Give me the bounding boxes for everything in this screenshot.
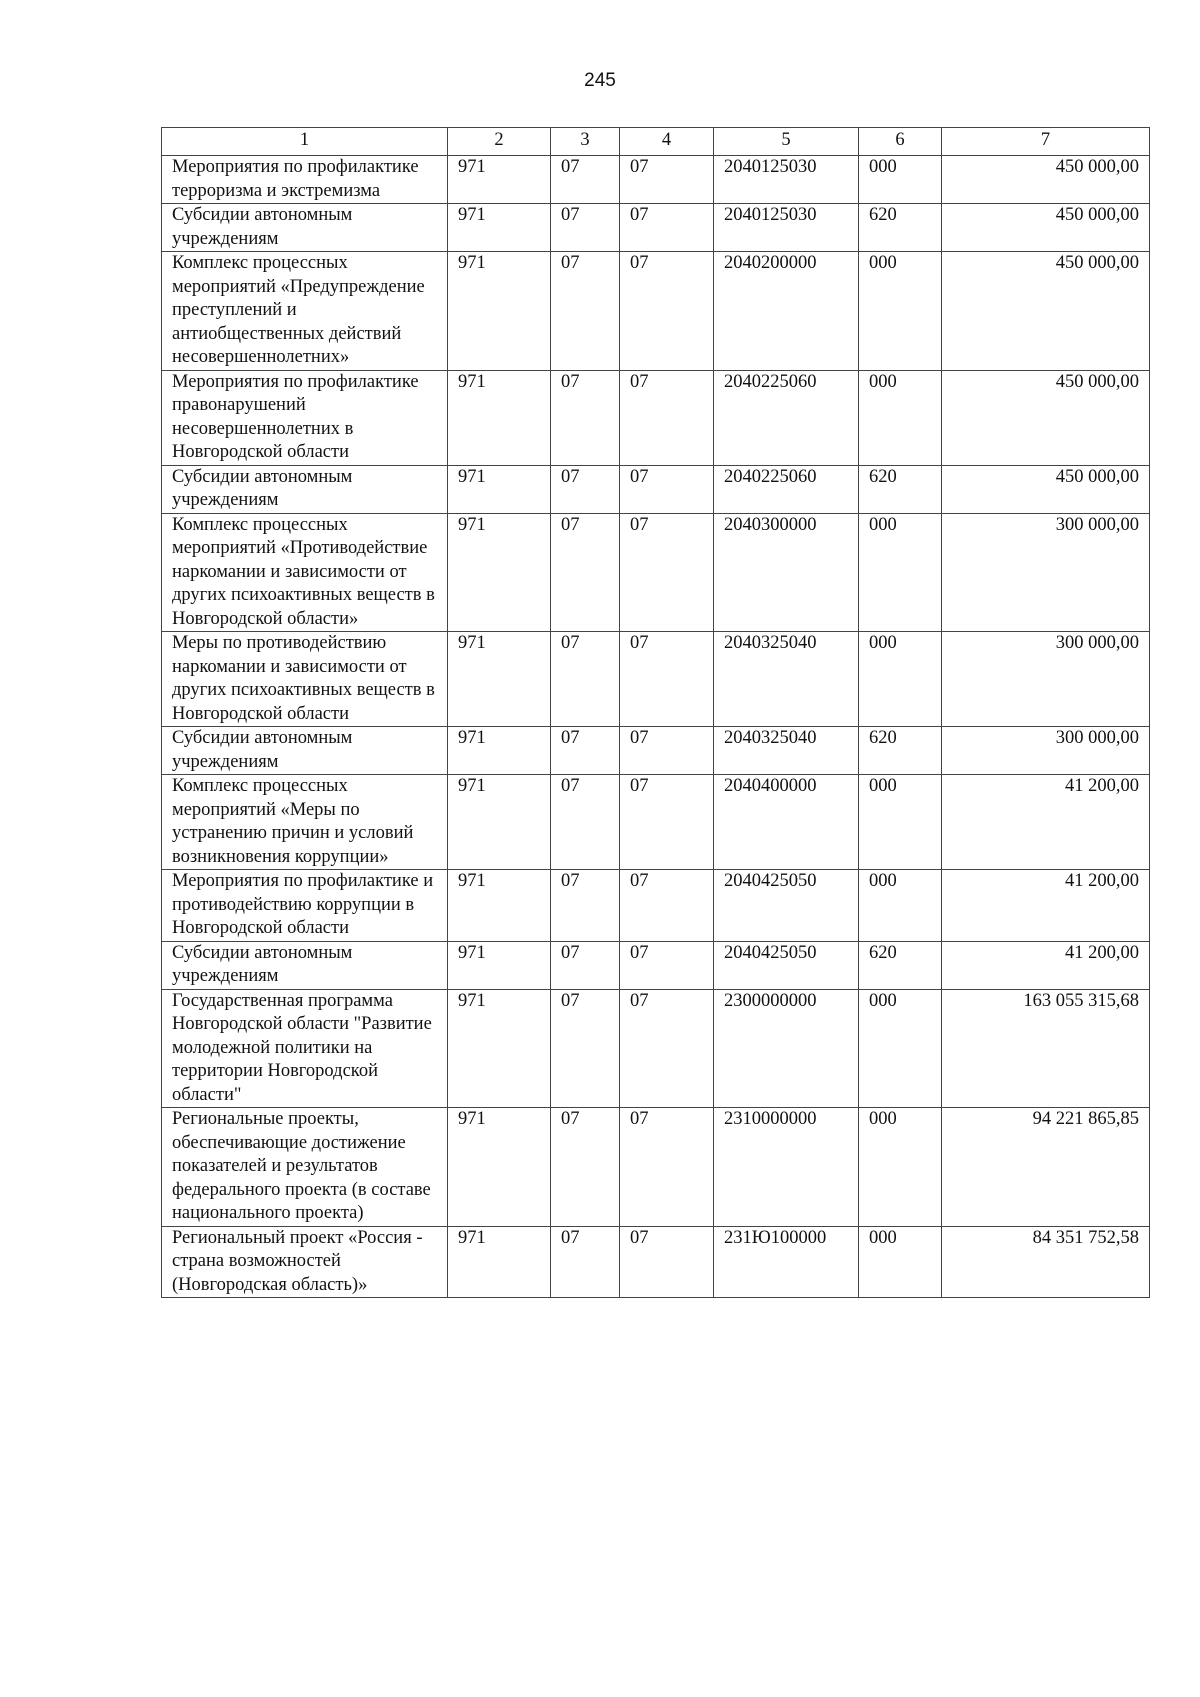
cell-name: Комплекс процессных мероприятий «Предупреждение преступлений и антиобщественных действий несовершеннолетних»	[162, 252, 448, 371]
cell-code: 971	[448, 513, 551, 632]
cell-amount: 41 200,00	[942, 775, 1150, 870]
table-row	[162, 941, 1150, 989]
table-row	[162, 727, 1150, 775]
column-header: 6	[859, 128, 942, 156]
cell-subsection: 07	[620, 727, 714, 775]
cell-subsection: 07	[620, 204, 714, 252]
cell-section: 07	[551, 370, 620, 465]
cell-name: Региональный проект «Россия - страна возможностей (Новгородская область)»	[162, 1226, 448, 1298]
cell-target-article: 2040425050	[714, 870, 859, 942]
cell-target-article: 2040125030	[714, 204, 859, 252]
cell-section: 07	[551, 1108, 620, 1227]
cell-name: Комплекс процессных мероприятий «Меры по устранению причин и условий возникновения коррупции»	[162, 775, 448, 870]
table-row	[162, 989, 1150, 1108]
cell-amount: 300 000,00	[942, 632, 1150, 727]
cell-expense-type: 000	[859, 370, 942, 465]
cell-name: Региональные проекты, обеспечивающие достижение показателей и результатов федерального проекта (в составе национального проекта)	[162, 1108, 448, 1227]
table-row	[162, 775, 1150, 870]
cell-code: 971	[448, 204, 551, 252]
cell-expense-type: 000	[859, 513, 942, 632]
cell-expense-type: 000	[859, 989, 942, 1108]
cell-section: 07	[551, 870, 620, 942]
cell-code: 971	[448, 370, 551, 465]
cell-code: 971	[448, 156, 551, 204]
table-row	[162, 870, 1150, 942]
budget-table	[161, 127, 1150, 1298]
cell-subsection: 07	[620, 156, 714, 204]
cell-target-article: 2040225060	[714, 465, 859, 513]
cell-name: Субсидии автономным учреждениям	[162, 727, 448, 775]
cell-code: 971	[448, 941, 551, 989]
table-row	[162, 1108, 1150, 1227]
cell-section: 07	[551, 727, 620, 775]
cell-code: 971	[448, 465, 551, 513]
cell-target-article: 2040225060	[714, 370, 859, 465]
cell-amount: 84 351 752,58	[942, 1226, 1150, 1298]
cell-section: 07	[551, 204, 620, 252]
cell-expense-type: 000	[859, 1108, 942, 1227]
cell-expense-type: 620	[859, 204, 942, 252]
cell-code: 971	[448, 727, 551, 775]
cell-amount: 450 000,00	[942, 252, 1150, 371]
cell-amount: 450 000,00	[942, 370, 1150, 465]
cell-name: Субсидии автономным учреждениям	[162, 941, 448, 989]
cell-subsection: 07	[620, 513, 714, 632]
cell-subsection: 07	[620, 870, 714, 942]
cell-subsection: 07	[620, 1226, 714, 1298]
table-row	[162, 204, 1150, 252]
cell-target-article: 2040400000	[714, 775, 859, 870]
cell-name: Мероприятия по профилактике и противодействию коррупции в Новгородской области	[162, 870, 448, 942]
column-header: 5	[714, 128, 859, 156]
cell-section: 07	[551, 513, 620, 632]
column-header: 1	[162, 128, 448, 156]
cell-name: Меры по противодействию наркомании и зависимости от других психоактивных веществ в Новгородской области	[162, 632, 448, 727]
cell-section: 07	[551, 941, 620, 989]
cell-code: 971	[448, 989, 551, 1108]
cell-name: Мероприятия по профилактике правонарушений несовершеннолетних в Новгородской области	[162, 370, 448, 465]
cell-amount: 94 221 865,85	[942, 1108, 1150, 1227]
cell-section: 07	[551, 775, 620, 870]
cell-name: Мероприятия по профилактике терроризма и экстремизма	[162, 156, 448, 204]
cell-target-article: 2040325040	[714, 727, 859, 775]
cell-target-article: 2040200000	[714, 252, 859, 371]
cell-target-article: 231Ю100000	[714, 1226, 859, 1298]
cell-expense-type: 620	[859, 941, 942, 989]
cell-amount: 300 000,00	[942, 513, 1150, 632]
cell-name: Субсидии автономным учреждениям	[162, 465, 448, 513]
table-row	[162, 252, 1150, 371]
cell-amount: 450 000,00	[942, 204, 1150, 252]
table-row	[162, 1226, 1150, 1298]
cell-subsection: 07	[620, 989, 714, 1108]
cell-amount: 300 000,00	[942, 727, 1150, 775]
cell-section: 07	[551, 989, 620, 1108]
cell-expense-type: 000	[859, 870, 942, 942]
cell-section: 07	[551, 252, 620, 371]
column-header: 2	[448, 128, 551, 156]
table-row	[162, 465, 1150, 513]
cell-code: 971	[448, 775, 551, 870]
cell-section: 07	[551, 156, 620, 204]
cell-section: 07	[551, 632, 620, 727]
cell-subsection: 07	[620, 465, 714, 513]
cell-subsection: 07	[620, 775, 714, 870]
cell-amount: 163 055 315,68	[942, 989, 1150, 1108]
cell-amount: 41 200,00	[942, 941, 1150, 989]
cell-subsection: 07	[620, 370, 714, 465]
cell-expense-type: 000	[859, 156, 942, 204]
cell-code: 971	[448, 870, 551, 942]
cell-expense-type: 000	[859, 1226, 942, 1298]
column-header: 3	[551, 128, 620, 156]
cell-expense-type: 000	[859, 252, 942, 371]
cell-amount: 41 200,00	[942, 870, 1150, 942]
cell-expense-type: 000	[859, 775, 942, 870]
cell-subsection: 07	[620, 252, 714, 371]
cell-name: Государственная программа Новгородской области "Развитие молодежной политики на территории Новгородской области"	[162, 989, 448, 1108]
cell-expense-type: 620	[859, 465, 942, 513]
cell-code: 971	[448, 252, 551, 371]
cell-target-article: 2040125030	[714, 156, 859, 204]
table-header-row	[162, 128, 1150, 156]
cell-target-article: 2040325040	[714, 632, 859, 727]
cell-code: 971	[448, 1226, 551, 1298]
cell-subsection: 07	[620, 1108, 714, 1227]
cell-expense-type: 620	[859, 727, 942, 775]
table-row	[162, 513, 1150, 632]
cell-subsection: 07	[620, 632, 714, 727]
column-header: 4	[620, 128, 714, 156]
cell-target-article: 2040425050	[714, 941, 859, 989]
table-row	[162, 632, 1150, 727]
cell-name: Комплекс процессных мероприятий «Противодействие наркомании и зависимости от других психоактивных веществ в Новгородской области»	[162, 513, 448, 632]
cell-subsection: 07	[620, 941, 714, 989]
cell-target-article: 2310000000	[714, 1108, 859, 1227]
cell-target-article: 2040300000	[714, 513, 859, 632]
cell-section: 07	[551, 465, 620, 513]
cell-name: Субсидии автономным учреждениям	[162, 204, 448, 252]
cell-amount: 450 000,00	[942, 465, 1150, 513]
column-header: 7	[942, 128, 1150, 156]
table-row	[162, 156, 1150, 204]
cell-section: 07	[551, 1226, 620, 1298]
cell-code: 971	[448, 1108, 551, 1227]
cell-target-article: 2300000000	[714, 989, 859, 1108]
cell-amount: 450 000,00	[942, 156, 1150, 204]
table-row	[162, 370, 1150, 465]
cell-expense-type: 000	[859, 632, 942, 727]
page-number: 245	[584, 70, 616, 91]
cell-code: 971	[448, 632, 551, 727]
table-body	[162, 156, 1150, 1298]
